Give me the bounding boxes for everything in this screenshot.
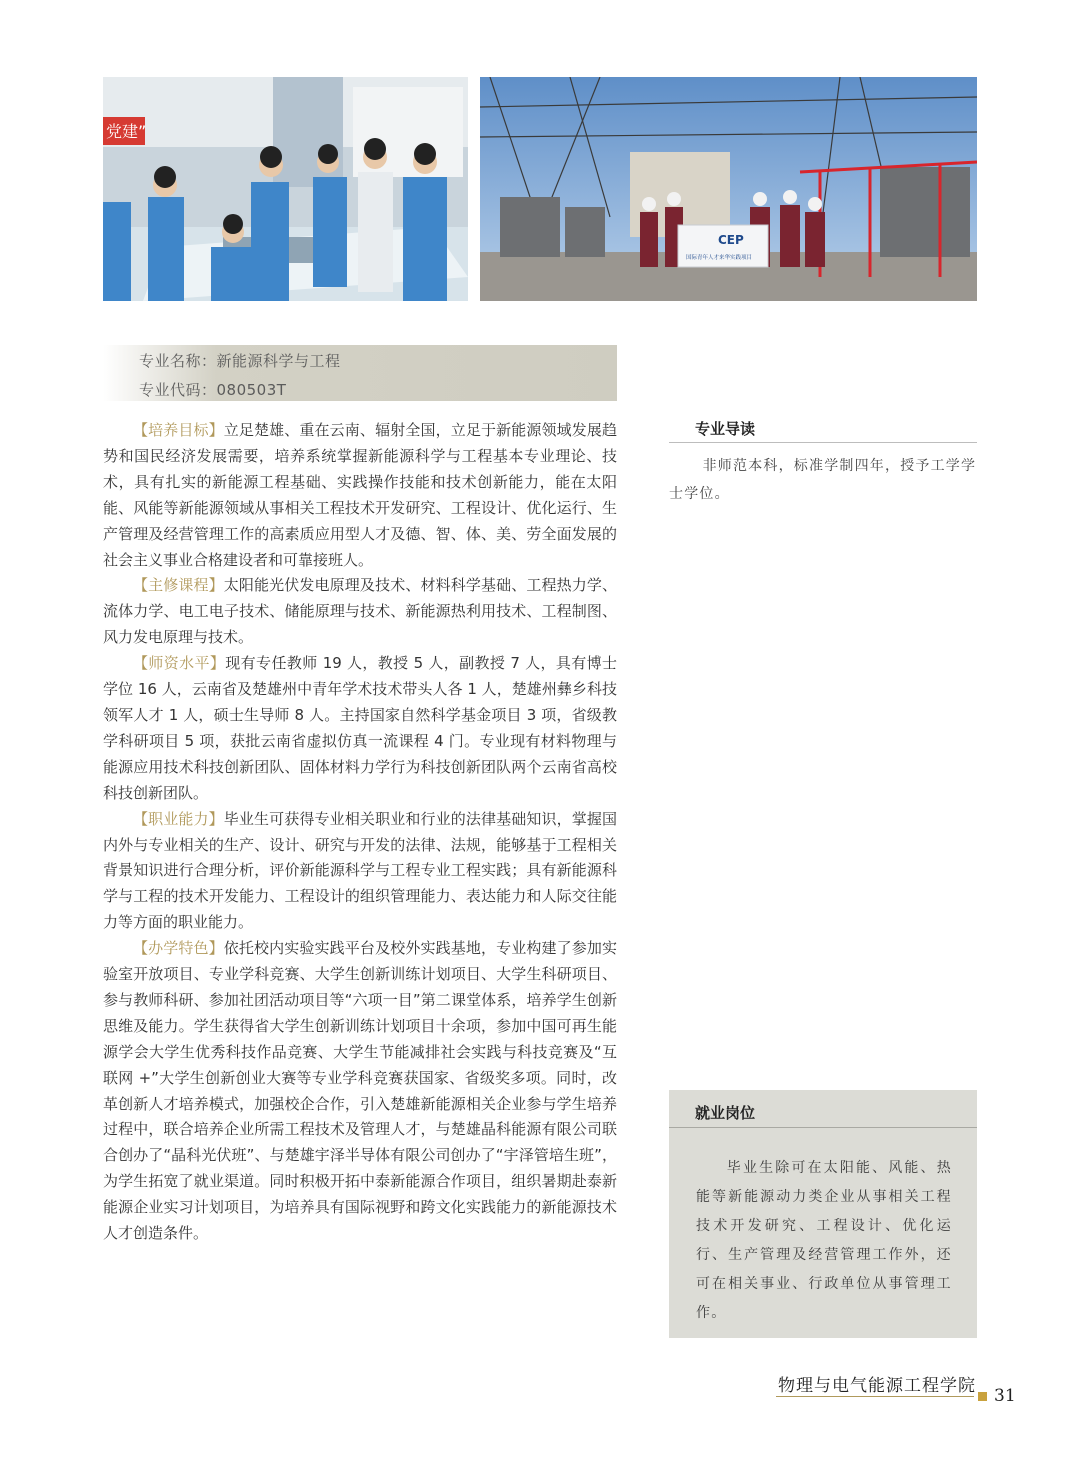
section-tag: 【培养目标】 (133, 421, 224, 439)
main-body-text (103, 418, 617, 1247)
section-tag: 【办学特色】 (133, 939, 224, 958)
section-tag: 【职业能力】 (133, 809, 224, 828)
guide-title: 专业导读 (669, 418, 977, 443)
substation-photo-illustration (480, 77, 977, 301)
section-text: 毕业生可获得专业相关职业和行业的法律基础知识，掌握国内外与专业相关的生产、设计、研究与开发的法律、法规，能够基于工程相关背景知识进行合理分析，评价新能源科学与工程专业工程实践；具有新能源科学与工程的技术开发能力、工程设计的组织管理能力、表达能力和人际交往能力等方面的职业能力。 (103, 809, 617, 932)
major-info-band (103, 345, 617, 401)
flag-brand-text: CEP (718, 233, 744, 247)
employment-box (669, 1090, 977, 1338)
section-text: 依托校内实验实践平台及校外实践基地，专业构建了参加实验室开放项目、专业学科竞赛、大学生创新训练计划项目、大学生科研项目、参与教师科研、参加社团活动项目等“六项一目”第二课堂体系，培养学生创新思维及能力。学生获得省大学生创新训练计划项目十余项，参加中国可再生能源学会大学生优秀科技作品竞赛、大学生节能减排社会实践与科技竞赛及“互联网 +”大学生创新创业大赛等专业学科竞赛获国家、省级奖多项。同时，改革创新人才培养模式，加强校企合作，引入楚雄新能源相关企业参与学生培养过程中，联合培养企业所需工程技术及管理人才，与楚雄晶科能源有限公司联合创办了“晶科光伏班”、与楚雄宇泽半导体有限公司创办了“宇泽管培生班”，为学生拓宽了就业渠道。同时积极开拓中泰新能源合作项目，组织暑期赴泰新能源企业实习计划项目，为培养具有国际视野和跨文化实践能力的新能源技术人才创造条件。 (103, 939, 617, 1243)
section-faculty (103, 651, 617, 806)
employment-text: 毕业生除可在太阳能、风能、热能等新能源动力类企业从事相关工程技术开发研究、工程设计、优化运行、生产管理及经营管理工作外，还可在相关事业、行政单位从事管理工作。 (696, 1160, 952, 1321)
footer-college-name: 物理与电气能源工程学院 (778, 1376, 976, 1396)
lab-photo-illustration (103, 77, 468, 301)
guide-text: 非师范本科，标准学制四年，授予工学学士学位。 (669, 458, 977, 502)
section-tag: 【主修课程】 (133, 576, 224, 595)
section-tag: 【师资水平】 (133, 654, 226, 673)
photo-lab (103, 77, 468, 301)
section-features (103, 936, 617, 1247)
section-training-goal (103, 418, 617, 573)
page-number: 31 (994, 1386, 1016, 1406)
footer-square-marker (978, 1392, 987, 1401)
lab-banner-text: 党建” (106, 122, 147, 141)
employment-title: 就业岗位 (669, 1102, 977, 1128)
major-name-line: 专业名称：新能源科学与工程 (139, 352, 341, 370)
section-text: 太阳能光伏发电原理及技术、材料科学基础、工程热力学、流体力学、电工电子技术、储能原理与技术、新能源热利用技术、工程制图、风力发电原理与技术。 (103, 576, 617, 647)
footer-rule (776, 1396, 974, 1397)
section-text: 现有专任教师 19 人，教授 5 人，副教授 7 人，具有博士学位 16 人，云南省及楚雄州中青年学术技术带头人各 1 人，楚雄州彝乡科技领军人才 1 人，硕士生导师 8 人。主持国家自然科学基金项目 3 项，省级教学科研项目 5 项，获批云南省虚拟仿真一流课程 4 门。专业现有材料物理与能源应用技术科技创新团队、固体材料力学行为科技创新团队两个云南省高校科技创新团队。 (103, 654, 617, 802)
section-main-courses (103, 573, 617, 651)
section-text: 立足楚雄、重在云南、辐射全国，立足于新能源领域发展趋势和国民经济发展需要，培养系统掌握新能源科学与工程基本专业理论、技术，具有扎实的新能源工程基础、实践操作技能和技术创新能力，能在太阳能、风能等新能源领域从事相关工程技术开发研究、工程设计、优化运行、生产管理及经营管理工作的高素质应用型人才及德、智、体、美、劳全面发展的社会主义事业合格建设者和可靠接班人。 (103, 421, 617, 569)
major-code-line: 专业代码：080503T (139, 381, 287, 399)
photo-substation (480, 77, 977, 301)
section-career-ability (103, 807, 617, 937)
flag-caption-text: 国际青年人才来华实践项目 (686, 255, 753, 261)
